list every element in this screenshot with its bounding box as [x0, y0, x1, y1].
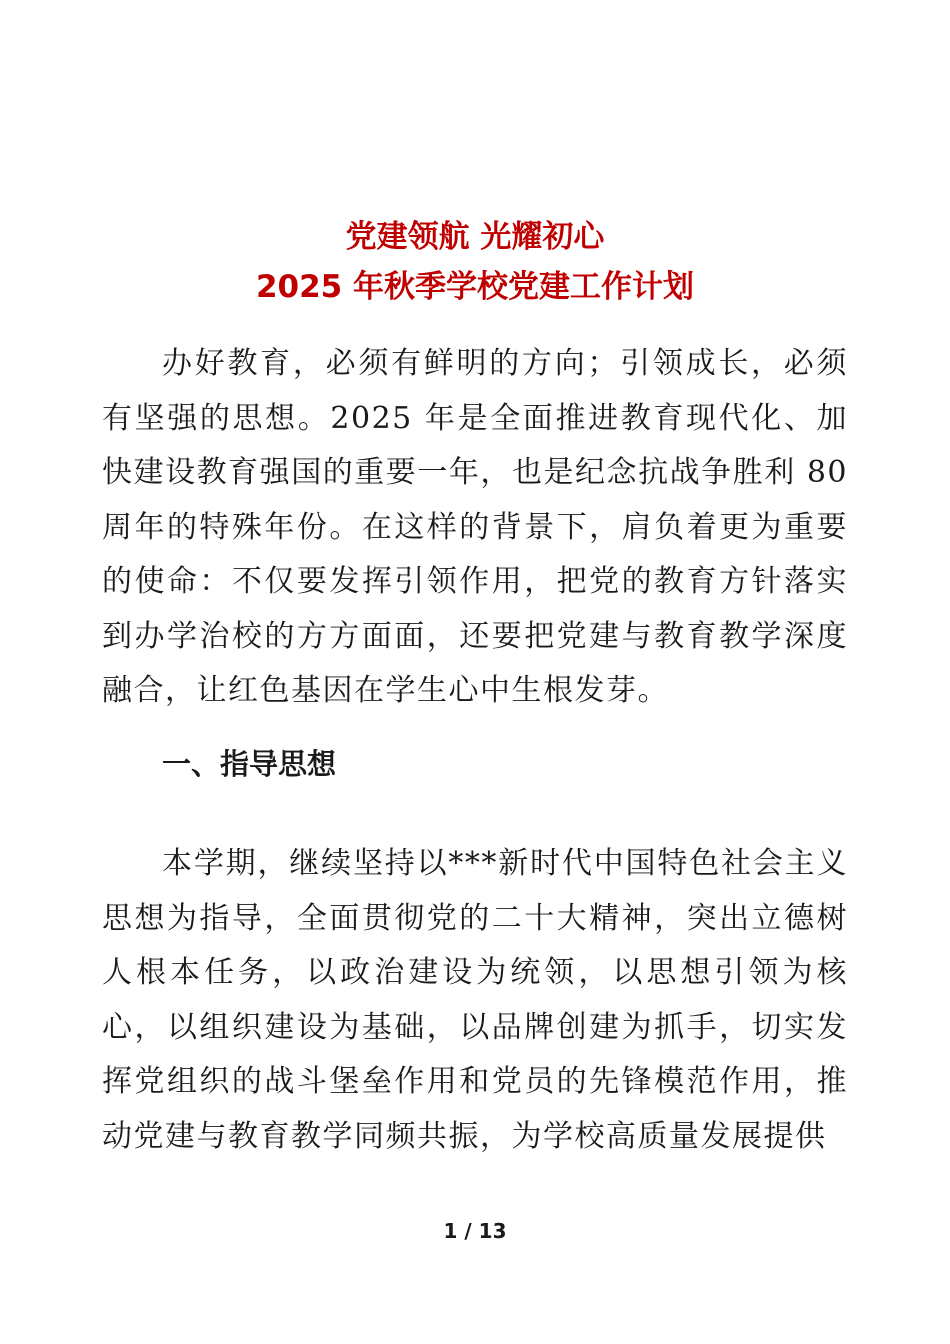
- title-line-2: 2025 年秋季学校党建工作计划: [255, 269, 695, 305]
- page-number: 1 / 13: [443, 1219, 507, 1243]
- section-heading-guiding-thought: 一、指导思想: [162, 747, 337, 781]
- document-title: [0, 212, 950, 312]
- guiding-thought-paragraph: 本学期，继续坚持以***新时代中国特色社会主义思想为指导，全面贯彻党的二十大精神，突出立德树人根本任务，以政治建设为统领，以思想引领为核心，以组织建设为基础，以品牌创建为抓手，切实发挥党组织的战斗堡垒作用和党员的先锋模范作用，推动党建与教育教学同频共振，为学校高质量发展提供: [102, 846, 848, 1154]
- title-line-1: 党建领航 光耀初心: [345, 219, 605, 255]
- intro-paragraph: 办好教育，必须有鲜明的方向；引领成长，必须有坚强的思想。2025 年是全面推进教育现代化、加快建设教育强国的重要一年，也是纪念抗战争胜利 80 周年的特殊年份。在这样的背景下，肩负着更为重要的使命：不仅要发挥引领作用，把党的教育方针落实到办学治校的方方面面，还要把党建与教育教学深度融合，让红色基因在学生心中生根发芽。: [102, 346, 848, 708]
